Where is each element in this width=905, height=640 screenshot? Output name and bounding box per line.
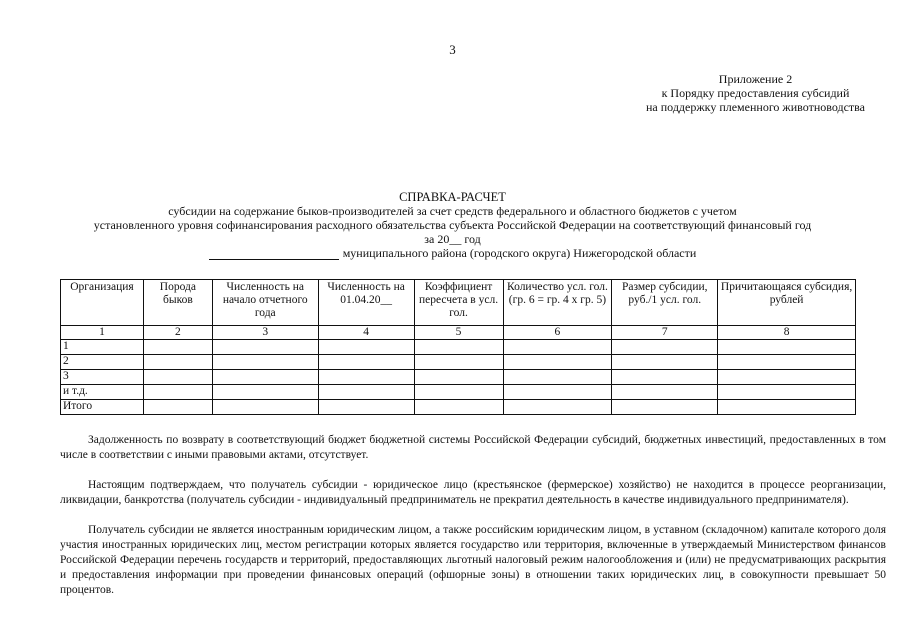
table-total-row: [61, 400, 856, 415]
heading-line-4: [0, 246, 905, 260]
table-cell: [318, 355, 414, 370]
table-cell: [503, 340, 612, 355]
table-cell: [612, 340, 718, 355]
column-number: 5: [414, 326, 503, 340]
table-cell: [612, 385, 718, 400]
table-cell: [212, 370, 318, 385]
table-cell: [318, 385, 414, 400]
row-label: 3: [61, 370, 144, 385]
table-header-row: [61, 280, 856, 326]
table-cell: [718, 385, 856, 400]
row-label-total: Итого: [61, 400, 144, 415]
column-number: 7: [612, 326, 718, 340]
header-breed: Порода быков: [143, 280, 212, 326]
table-cell: [212, 355, 318, 370]
table-cell: [143, 355, 212, 370]
header-subsidy-rate: Размер субсидии, руб./1 усл. гол.: [612, 280, 718, 326]
page-number: 3: [449, 42, 456, 57]
table-cell: [318, 400, 414, 415]
table-row: [61, 355, 856, 370]
header-organization: Организация: [61, 280, 144, 326]
table-cell: [718, 355, 856, 370]
column-number-row: [61, 326, 856, 340]
heading-line-3: за 20__ год: [424, 232, 481, 246]
table-cell: [503, 370, 612, 385]
table-cell: [414, 340, 503, 355]
paragraph-confirmation: Настоящим подтверждаем, что получатель субсидии - юридическое лицо (крестьянское (фермерское) хозяйство) не находится в процессе реорганизации, ликвидации, банкротства (получатель субсидии - индивидуальный предприниматель не прекратил деятельность в качестве индивидуального предпринимателя).: [60, 479, 886, 506]
table-cell: [212, 340, 318, 355]
appendix-note: [646, 72, 865, 114]
fill-in-blank: [209, 247, 339, 260]
body-text: [60, 433, 886, 613]
table-cell: [212, 385, 318, 400]
table-cell: [612, 370, 718, 385]
table-row: [61, 385, 856, 400]
table-cell: [414, 355, 503, 370]
table-cell: [718, 370, 856, 385]
paragraph-foreign-entity: Получатель субсидии не является иностранным юридическим лицом, а также российским юридическим лицом, в уставном (складочном) капитале которого доля участия иностранных юридических лиц, местом регистрации которых является государство или территория, включенные в утверждаемый Министерством финансов Российской Федерации перечень государств и территорий, предоставляющих льготный налоговый режим налогообложения и (или) не предусматривающих раскрытия и предоставления информации при проведении финансовых операций (офшорные зоны) в отношении таких юридических лиц, в совокупности превышает 50 процентов.: [60, 524, 886, 596]
row-label: 2: [61, 355, 144, 370]
table-cell: [318, 370, 414, 385]
column-number: 4: [318, 326, 414, 340]
header-count-date: Численность на 01.04.20__: [318, 280, 414, 326]
table-cell: [414, 370, 503, 385]
appendix-line-3: на поддержку племенного животноводства: [646, 100, 865, 114]
header-conditional-heads: Количество усл. гол. (гр. 6 = гр. 4 x гр. 5): [503, 280, 612, 326]
header-subsidy-due: Причитающаяся субсидия, рублей: [718, 280, 856, 326]
header-coefficient: Коэффициент пересчета в усл. гол.: [414, 280, 503, 326]
heading-line-2: установленного уровня софинансирования расходного обязательства субъекта Российской Федерации на соответствующий финансовый год: [93, 218, 812, 232]
column-number: 8: [718, 326, 856, 340]
table-cell: [718, 400, 856, 415]
table-cell: [143, 340, 212, 355]
table-cell: [718, 340, 856, 355]
table-cell: [414, 385, 503, 400]
table-cell: [143, 370, 212, 385]
table-cell: [503, 355, 612, 370]
table-cell: [143, 385, 212, 400]
heading-line-1: субсидии на содержание быков-производителей за счет средств федерального и областного бюджетов с учетом: [168, 204, 737, 218]
column-number: 6: [503, 326, 612, 340]
table-cell: [503, 400, 612, 415]
row-label: и т.д.: [61, 385, 144, 400]
calculation-table: [60, 279, 856, 415]
table-cell: [414, 400, 503, 415]
column-number: 2: [143, 326, 212, 340]
table-row: [61, 370, 856, 385]
column-number: 3: [212, 326, 318, 340]
table-cell: [612, 400, 718, 415]
table-row: [61, 340, 856, 355]
document-title: СПРАВКА-РАСЧЕТ: [399, 190, 506, 204]
appendix-line-1: Приложение 2: [718, 72, 793, 86]
table-cell: [143, 400, 212, 415]
table-cell: [318, 340, 414, 355]
header-count-start: Численность на начало отчетного года: [212, 280, 318, 326]
document-heading: [0, 190, 905, 260]
paragraph-debt: Задолженность по возврату в соответствующий бюджет бюджетной системы Российской Федерации субсидий, бюджетных инвестиций, предоставленных в том числе в соответствии с иными правовыми актами, отсутствует.: [60, 434, 886, 461]
heading-line-4-text: муниципального района (городского округа) Нижегородской области: [342, 246, 697, 260]
column-number: 1: [61, 326, 144, 340]
appendix-line-2: к Порядку предоставления субсидий: [661, 86, 850, 100]
row-label: 1: [61, 340, 144, 355]
table-cell: [503, 385, 612, 400]
table-cell: [212, 400, 318, 415]
table-cell: [612, 355, 718, 370]
